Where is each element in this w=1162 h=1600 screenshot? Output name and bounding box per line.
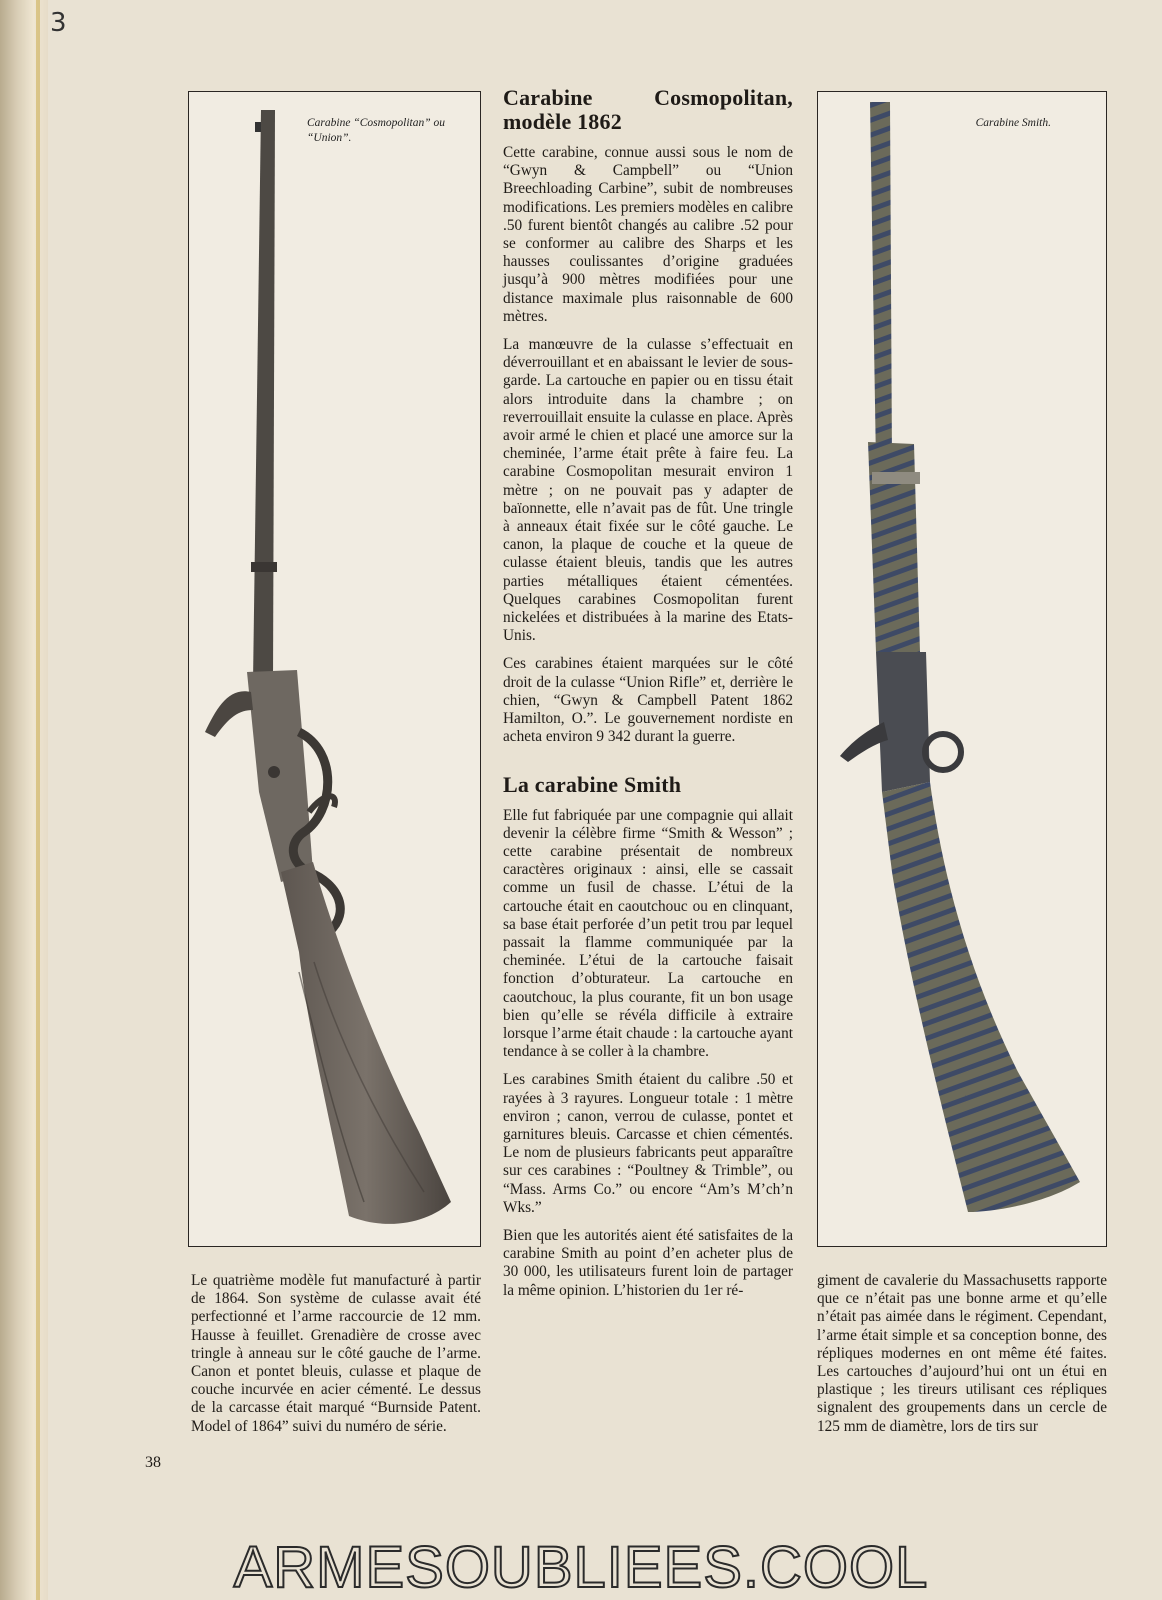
middle-text-column bbox=[503, 86, 793, 1310]
page-number: 38 bbox=[145, 1454, 161, 1471]
smith-carbine-image bbox=[818, 92, 1106, 1246]
figure-cosmopolitan-carbine bbox=[188, 91, 481, 1247]
paragraph-burnside-model: Le quatrième modèle fut manufacturé à partir de 1864. Son système de culasse avait été perfectionné et l’arme raccourcie de 12 mm. Hausse à feuillet. Grenadière de crosse avec tringle à anneau sur le côté gauche de l’arme. Canon et pontet bleuis, culasse et plaque de couche incurvée en acier cémenté. Le dessus de la carcasse était marqué “Burnside Patent. Model of 1864” suivi du numéro de série. bbox=[191, 1272, 481, 1435]
heading-smith: La carabine Smith bbox=[503, 771, 682, 797]
paragraph-smith-3: Bien que les autorités aient été satisfaites de la carabine Smith au point d’en acheter plus de 30 000, les utilisateurs furent loin de partager la même opinion. L’historien du 1er ré- bbox=[503, 1226, 793, 1299]
corner-handwritten-mark: 3 bbox=[50, 8, 67, 38]
left-bottom-text bbox=[191, 1272, 481, 1446]
figure-caption-left: Carabine “Cosmopolitan” ou “Union”. bbox=[307, 117, 446, 144]
paragraph-cosmopolitan-3: Ces carabines étaient marquées sur le côté droit de la culasse “Union Rifle” et, derrière le chien, “Gwyn & Campbell Patent 1862 Hamilton, O.”. Le gouvernement nordiste en acheta environ 9 342 durant la guerre. bbox=[503, 655, 793, 746]
book-spine bbox=[0, 0, 48, 1600]
paragraph-smith-1: Elle fut fabriquée par une compagnie qui allait devenir la célèbre firme “Smith & Wesson” ; cette carabine présentait de nombreux caractères originaux : ainsi, elle se cassait comme un fusil de chasse. L’étui de la cartouche était en caoutchouc ou en clinquant, sa base était perforée d’un petit trou par lequel passait la flamme communiquée par la cheminée. L’étui de la cartouche faisait fonction d’obturateur. La cartouche en caoutchouc, la plus courante, fit un bon usage bien qu’elle se révéla difficile à extraire lorsque l’arme était chaude : la cartouche ayant tendance à se coller à la chambre. bbox=[503, 806, 793, 1061]
cosmopolitan-carbine-image bbox=[189, 92, 480, 1246]
page-edge bbox=[36, 0, 40, 1600]
figure-caption-right: Carabine Smith. bbox=[975, 117, 1051, 129]
figure-smith-carbine bbox=[817, 91, 1107, 1247]
heading-cosmopolitan: Carabine Cosmopolitan, modèle 1862 bbox=[503, 85, 793, 134]
right-bottom-text bbox=[817, 1272, 1107, 1446]
paragraph-cosmopolitan-1: Cette carabine, connue aussi sous le nom de “Gwyn & Campbell” ou “Union Breechloading Carbine”, subit de nombreuses modifications. Les premiers modèles en calibre .50 furent bientôt changés au calibre .52 pour se conformer au calibre des Sharps et les hausses coulissantes d’origine graduées jusqu’à 900 mètres modifiées pour une distance maximale plus raisonnable de 600 mètres. bbox=[503, 144, 793, 325]
watermark-text: ARMESOUBLIEES.COOL bbox=[233, 1535, 929, 1600]
paragraph-cosmopolitan-2: La manœuvre de la culasse s’effectuait en déverrouillant et en abaissant le levier de sous-garde. La cartouche en papier ou en tissu était alors introduite dans la chambre ; on reverrouillait ensuite la culasse en place. Après avoir armé le chien et placé une amorce sur la cheminée, l’arme était prête à faire feu. La carabine Cosmopolitan mesurait environ 1 mètre ; on ne pouvait pas y adapter de baïonnette, elle n’avait pas de fût. Une tringle à anneaux était fixée sur le côté gauche. Le canon, la plaque de couche et la queue de culasse étaient bleuis, tandis que les autres parties métalliques étaient cémentées. Quelques carabines Cosmopolitan furent nickelées et distribuées à la marine des Etats-Unis. bbox=[503, 336, 793, 645]
paragraph-smith-continued: giment de cavalerie du Massachusetts rapporte que ce n’était pas une bonne arme et qu’elle n’était pas aimée dans le régiment. Cependant, l’arme était simple et sa conception bonne, des répliques modernes en ont même été faites. Les cartouches d’aujourd’hui ont un étui en plastique ; les tireurs utilisant ces répliques signalent des groupements dans un cercle de 125 mm de diamètre, lors de tirs sur bbox=[817, 1272, 1107, 1435]
paragraph-smith-2: Les carabines Smith étaient du calibre .50 et rayées à 3 rayures. Longueur totale : 1 mètre environ ; canon, verrou de culasse, pontet et garnitures bleuis. Carcasse et chien cémentés. Le nom de plusieurs fabricants peut apparaître sur ces carabines : “Poultney & Trimble”, ou “Mass. Arms Co.” ou encore “Am’s M’ch’n Wks.” bbox=[503, 1071, 793, 1216]
